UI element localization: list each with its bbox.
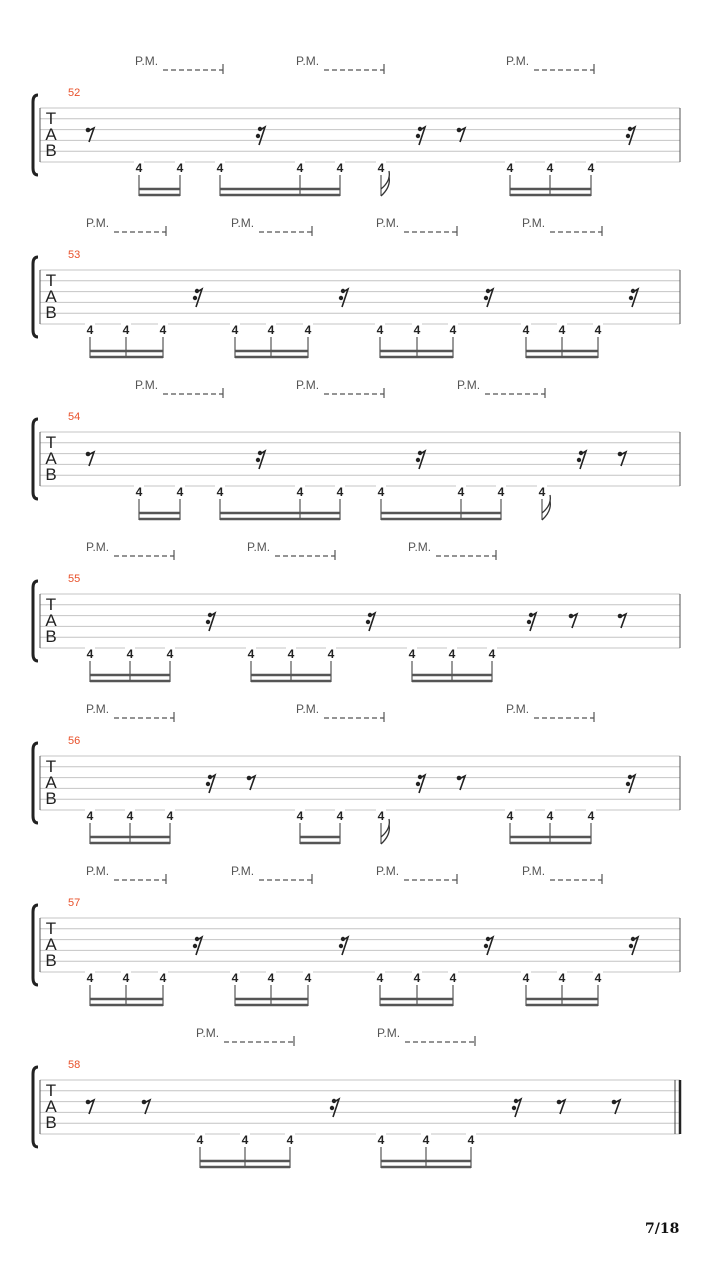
sixteenth-rest-dot xyxy=(330,1106,334,1110)
system-bracket xyxy=(33,743,38,823)
palm-mute-label: P.M. xyxy=(231,864,255,878)
fret-number: 4 xyxy=(267,971,275,985)
sixteenth-rest-dot xyxy=(193,296,197,300)
palm-mute-label: P.M. xyxy=(196,1026,220,1040)
fret-number: 4 xyxy=(377,809,385,823)
bar-number: 53 xyxy=(68,249,81,261)
sixteenth-rest-dot xyxy=(339,296,343,300)
palm-mute-label: P.M. xyxy=(86,540,110,554)
fret-number: 4 xyxy=(176,161,184,175)
fret-number: 4 xyxy=(522,323,530,337)
tab-letter: A xyxy=(45,287,57,306)
fret-number: 4 xyxy=(546,161,554,175)
fret-number: 4 xyxy=(506,809,514,823)
fret-number: 4 xyxy=(506,161,514,175)
sixteenth-rest-dot xyxy=(527,620,531,624)
fret-number: 4 xyxy=(166,809,174,823)
tab-system-55 xyxy=(33,540,680,682)
fret-number: 4 xyxy=(231,971,239,985)
sixteenth-rest-dot xyxy=(256,134,260,138)
fret-number: 4 xyxy=(558,323,566,337)
sixteenth-rest-dot xyxy=(626,134,630,138)
fret-number: 4 xyxy=(422,1133,430,1147)
palm-mute-label: P.M. xyxy=(296,702,320,716)
tab-letter: T xyxy=(45,433,57,452)
fret-number: 4 xyxy=(135,161,143,175)
sixteenth-rest-dot xyxy=(416,782,420,786)
fret-number: 4 xyxy=(304,323,312,337)
fret-number: 4 xyxy=(587,161,595,175)
sixteenth-rest-dot xyxy=(626,782,630,786)
fret-number: 4 xyxy=(376,971,384,985)
palm-mute-label: P.M. xyxy=(457,378,481,392)
sixteenth-rest-dot xyxy=(577,458,581,462)
fret-number: 4 xyxy=(449,323,457,337)
fret-number: 4 xyxy=(286,1133,294,1147)
palm-mute-label: P.M. xyxy=(86,216,110,230)
fret-number: 4 xyxy=(122,323,130,337)
bar-number: 54 xyxy=(68,411,81,423)
fret-number: 4 xyxy=(241,1133,249,1147)
tab-letter: A xyxy=(45,125,57,144)
fret-number: 4 xyxy=(377,161,385,175)
palm-mute-label: P.M. xyxy=(86,702,110,716)
system-bracket xyxy=(33,257,38,337)
palm-mute-label: P.M. xyxy=(86,864,110,878)
fret-number: 4 xyxy=(231,323,239,337)
system-bracket xyxy=(33,95,38,175)
palm-mute-label: P.M. xyxy=(135,378,159,392)
fret-number: 4 xyxy=(327,647,335,661)
sixteenth-rest-dot xyxy=(339,944,343,948)
fret-number: 4 xyxy=(247,647,255,661)
tab-letter: A xyxy=(45,611,57,630)
fret-number: 4 xyxy=(296,161,304,175)
fret-number: 4 xyxy=(448,647,456,661)
palm-mute-label: P.M. xyxy=(408,540,432,554)
sixteenth-rest-dot xyxy=(416,458,420,462)
fret-number: 4 xyxy=(296,809,304,823)
fret-number: 4 xyxy=(377,1133,385,1147)
tab-letter: T xyxy=(45,1081,57,1100)
sixteenth-rest-dot xyxy=(512,1106,516,1110)
fret-number: 4 xyxy=(122,971,130,985)
sixteenth-rest-dot xyxy=(193,944,197,948)
tab-letter: T xyxy=(45,757,57,776)
tab-system-54 xyxy=(33,378,680,520)
fret-number: 4 xyxy=(216,161,224,175)
fret-number: 4 xyxy=(166,647,174,661)
system-bracket xyxy=(33,419,38,499)
tab-system-52 xyxy=(33,54,680,196)
palm-mute-label: P.M. xyxy=(376,216,400,230)
palm-mute-label: P.M. xyxy=(247,540,271,554)
tab-letter: T xyxy=(45,271,57,290)
tab-letter: A xyxy=(45,1097,57,1116)
tab-letter: B xyxy=(45,951,57,970)
palm-mute-label: P.M. xyxy=(377,1026,401,1040)
sixteenth-rest-dot xyxy=(484,296,488,300)
palm-mute-label: P.M. xyxy=(522,864,546,878)
palm-mute-label: P.M. xyxy=(296,378,320,392)
fret-number: 4 xyxy=(449,971,457,985)
system-bracket xyxy=(33,1067,38,1147)
system-bracket xyxy=(33,581,38,661)
sixteenth-rest-dot xyxy=(629,296,633,300)
fret-number: 4 xyxy=(336,809,344,823)
bar-number: 55 xyxy=(68,573,81,585)
sixteenth-rest-dot xyxy=(416,134,420,138)
fret-number: 4 xyxy=(546,809,554,823)
fret-number: 4 xyxy=(176,485,184,499)
palm-mute-label: P.M. xyxy=(231,216,255,230)
system-bracket xyxy=(33,905,38,985)
tab-letter: A xyxy=(45,935,57,954)
fret-number: 4 xyxy=(86,647,94,661)
palm-mute-label: P.M. xyxy=(522,216,546,230)
fret-number: 4 xyxy=(377,485,385,499)
fret-number: 4 xyxy=(413,971,421,985)
sixteenth-rest-dot xyxy=(484,944,488,948)
fret-number: 4 xyxy=(558,971,566,985)
palm-mute-label: P.M. xyxy=(376,864,400,878)
tab-letter: B xyxy=(45,1113,57,1132)
fret-number: 4 xyxy=(126,809,134,823)
bar-number: 52 xyxy=(68,87,81,99)
fret-number: 4 xyxy=(216,485,224,499)
tab-system-53 xyxy=(33,216,680,358)
fret-number: 4 xyxy=(86,971,94,985)
fret-number: 4 xyxy=(457,485,465,499)
tab-letter: T xyxy=(45,595,57,614)
tab-letter: A xyxy=(45,773,57,792)
fret-number: 4 xyxy=(135,485,143,499)
fret-number: 4 xyxy=(336,485,344,499)
fret-number: 4 xyxy=(467,1133,475,1147)
fret-number: 4 xyxy=(86,809,94,823)
sixteenth-rest-dot xyxy=(206,782,210,786)
palm-mute-label: P.M. xyxy=(296,54,320,68)
sixteenth-rest-dot xyxy=(206,620,210,624)
fret-number: 4 xyxy=(86,323,94,337)
fret-number: 4 xyxy=(126,647,134,661)
tab-system-56 xyxy=(33,702,680,844)
sixteenth-rest-dot xyxy=(629,944,633,948)
fret-number: 4 xyxy=(336,161,344,175)
sixteenth-rest-dot xyxy=(256,458,260,462)
fret-number: 4 xyxy=(413,323,421,337)
fret-number: 4 xyxy=(196,1133,204,1147)
palm-mute-label: P.M. xyxy=(506,702,530,716)
fret-number: 4 xyxy=(497,485,505,499)
tab-letter: B xyxy=(45,465,57,484)
fret-number: 4 xyxy=(159,971,167,985)
fret-number: 4 xyxy=(267,323,275,337)
sixteenth-rest-dot xyxy=(366,620,370,624)
fret-number: 4 xyxy=(376,323,384,337)
fret-number: 4 xyxy=(594,323,602,337)
tab-letter: B xyxy=(45,627,57,646)
tab-letter: A xyxy=(45,449,57,468)
bar-number: 57 xyxy=(68,897,81,909)
bar-number: 56 xyxy=(68,735,81,747)
tab-letter: T xyxy=(45,109,57,128)
page-number: 7/18 xyxy=(645,1221,680,1237)
fret-number: 4 xyxy=(522,971,530,985)
fret-number: 4 xyxy=(488,647,496,661)
fret-number: 4 xyxy=(287,647,295,661)
tab-letter: B xyxy=(45,303,57,322)
fret-number: 4 xyxy=(296,485,304,499)
fret-number: 4 xyxy=(159,323,167,337)
tab-system-58 xyxy=(33,1026,680,1168)
palm-mute-label: P.M. xyxy=(135,54,159,68)
fret-number: 4 xyxy=(594,971,602,985)
fret-number: 4 xyxy=(587,809,595,823)
tab-system-57 xyxy=(33,864,680,1006)
fret-number: 4 xyxy=(538,485,546,499)
fret-number: 4 xyxy=(408,647,416,661)
tab-letter: B xyxy=(45,789,57,808)
bar-number: 58 xyxy=(68,1059,81,1071)
tab-letter: T xyxy=(45,919,57,938)
palm-mute-label: P.M. xyxy=(506,54,530,68)
fret-number: 4 xyxy=(304,971,312,985)
tab-letter: B xyxy=(45,141,57,160)
